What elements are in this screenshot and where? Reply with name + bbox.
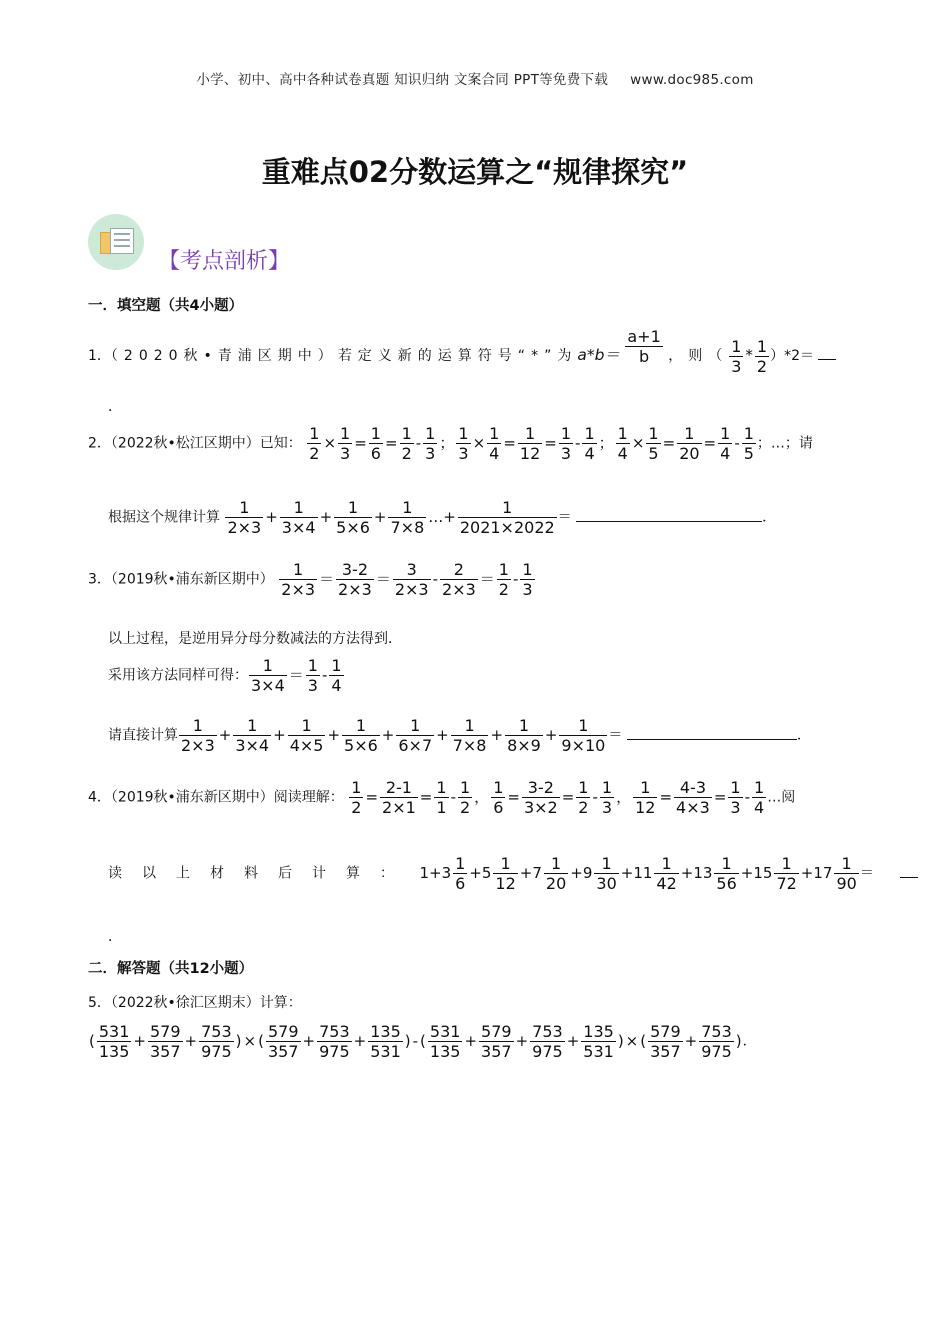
fraction: $\frac{579}{357}$ [650, 1022, 681, 1061]
operator: - [415, 433, 422, 452]
operator: +11 [620, 863, 653, 882]
q3-text-a: 以上过程，是逆用异分母分数减法的方法得到． [108, 631, 402, 647]
fraction: $\frac{1}{72}$ [776, 854, 797, 893]
question-3: 3．（2019秋•浦东新区期中） $\frac{1}{2\times 3}$ ＝ $\frac{3-2}{2\times 3}$ ＝ $\frac{3}{2\times 3}$ - $\frac{2}{2\times 3}$ ＝ $\frac{1}{2}$ - $\frac{1}{3}$ [88, 560, 533, 599]
section-solve: 二．解答题（共12小题） [88, 961, 254, 977]
fraction: $\frac{1}{4}$ [584, 424, 595, 463]
fraction: $\frac{531}{135}$ [429, 1022, 461, 1061]
operator: = [354, 433, 367, 452]
fraction: $\frac{135}{531}$ [370, 1022, 401, 1061]
operator: - [450, 787, 456, 806]
q3-line-c: 请直接计算 $\frac{1}{2\times 3}$ + $\frac{1}{3\times 4}$ + $\frac{1}{4\times 5}$ + $\frac{1}{5\times 6}$ + $\frac{1}{6\times 7}$ + $\frac{1}{7\times 8}$ + $\frac{1}{8\times 9}$ + $\frac{1}{9\times 10}$ ＝ ． [108, 716, 811, 755]
operator: +7 [519, 863, 542, 882]
fraction: $\frac{2}{2\times 3}$ [442, 560, 476, 599]
operator: = [507, 787, 520, 806]
operator: = [713, 787, 727, 806]
operator: = [419, 787, 433, 806]
operator: ( [258, 1031, 264, 1050]
operator: + [684, 1031, 698, 1050]
fraction: $\frac{1}{4}$ [720, 424, 731, 463]
fraction: $\frac{1}{4}$ [754, 778, 765, 817]
fraction: $\frac{1}{1}$ [436, 778, 447, 817]
operator: ( [640, 1031, 647, 1050]
fraction: $\frac{1}{3}$ [458, 424, 469, 463]
fraction: $\frac{2-1}{2\times 1}$ [382, 778, 416, 817]
fraction: $\frac{1}{12}$ [635, 778, 656, 817]
answer-blank-1[interactable] [818, 359, 836, 360]
operator: + [273, 725, 286, 744]
operator: × [323, 433, 337, 452]
fraction: $\frac{1}{4}$ [617, 424, 628, 463]
operator: +5 [469, 863, 492, 882]
operator: ＝ [288, 665, 304, 684]
fraction: $\frac{1}{7\times 8}$ [390, 498, 425, 537]
fraction: $\frac{3-2}{3\times 2}$ [523, 778, 558, 817]
operator: + [490, 725, 504, 744]
question-2: 2．（2022秋•松江区期中）已知： $\frac{1}{2}$ × $\frac{1}{3}$ = $\frac{1}{6}$ = $\frac{1}{2}$ - $\frac{1}{3}$ ； $\frac{1}{3}$ × $\frac{1}{4}$ = $\frac{1}{12}$ = $\frac{1}{3}$ - $\frac{1}{4}$ ； $\frac{1}{4}$ × $\frac{1}{5}$ = $\frac{1}{20}$ = $\frac{1}{4}$ - $\frac{1}{5}$ ；…；请 [88, 424, 813, 463]
operator: + [464, 1031, 478, 1050]
fraction: $\frac{1}{3}$ [601, 778, 613, 817]
q1-end: ． [108, 399, 122, 415]
operator: +9 [570, 863, 593, 882]
operator: = [561, 787, 575, 806]
operator: 1+3 [419, 863, 452, 882]
fraction: $\frac{753}{975}$ [201, 1022, 232, 1061]
operator: = [384, 433, 398, 452]
fraction: $\frac{1}{5\times 6}$ [344, 716, 378, 755]
fraction: $\frac{1}{12}$ [519, 424, 541, 463]
operator: = [703, 433, 717, 452]
operator: - [575, 433, 581, 452]
fraction: $\frac{135}{531}$ [583, 1022, 614, 1061]
operator: + [327, 725, 341, 744]
fraction: $\frac{1}{3\times 4}$ [235, 716, 270, 755]
fraction: $\frac{1}{42}$ [656, 854, 677, 893]
operator: - [412, 1031, 419, 1050]
operator: ) [404, 1031, 411, 1050]
fraction: $\frac{1}{7\times 8}$ [452, 716, 487, 755]
question-1: 1．（2020秋•青浦区期中）若定义新的运算符号“*”为a*b＝ $\frac{a+1}{b}$ ，则（ $\frac{1}{3}$ * $\frac{1}{2}$ ）*2＝ [88, 327, 836, 376]
operator: - [512, 569, 519, 588]
fraction: $\frac{579}{357}$ [267, 1022, 299, 1061]
fraction: $\frac{1}{3\times 4}$ [251, 656, 285, 695]
fraction: $\frac{1}{90}$ [836, 854, 857, 893]
fraction: $\frac{1}{4}$ [489, 424, 500, 463]
fraction: $\frac{753}{975}$ [532, 1022, 563, 1061]
fraction: $\frac{1}{20}$ [545, 854, 567, 893]
fraction: $\frac{1}{2}$ [459, 778, 471, 817]
page-header [0, 68, 950, 88]
fraction: $\frac{3-2}{2\times 3}$ [338, 560, 372, 599]
operator: = [544, 433, 557, 452]
operator: + [353, 1031, 367, 1050]
operator: × [243, 1031, 257, 1050]
operator: × [631, 433, 645, 452]
operator: + [265, 507, 278, 526]
fraction: $\frac{1}{3}$ [425, 424, 436, 463]
q4-end: ． [108, 929, 122, 945]
fraction: $\frac{1}{2}$ [498, 560, 509, 599]
fraction: $\frac{1}{2\times 3}$ [227, 498, 262, 537]
operator: ； [598, 433, 614, 452]
header-site[interactable]: www.doc985.com [630, 72, 754, 88]
fraction: $\frac{1}{4\times 5}$ [289, 716, 324, 755]
operator: ) [235, 1031, 242, 1050]
fraction: $\frac{1}{3}$ [522, 560, 533, 599]
operator: + [184, 1031, 198, 1050]
operator: × [472, 433, 486, 452]
page-title: 重难点02分数运算之“规律探究” [261, 155, 689, 189]
operator: - [734, 433, 740, 452]
answer-blank-4[interactable] [900, 877, 918, 878]
operator: - [592, 787, 598, 806]
fraction: $\frac{1}{9\times 10}$ [561, 716, 606, 755]
operator: +17 [800, 863, 833, 882]
section-badge: 【考点剖析】 [158, 249, 291, 274]
fraction: $\frac{1}{20}$ [679, 424, 700, 463]
operator: = [365, 787, 379, 806]
operator: = [503, 433, 516, 452]
question-4: 4．（2019秋•浦东新区期中）阅读理解： $\frac{1}{2}$ = $\frac{2-1}{2\times 1}$ = $\frac{1}{1}$ - $\frac{1}{2}$ ， $\frac{1}{6}$ = $\frac{3-2}{3\times 2}$ = $\frac{1}{2}$ - $\frac{1}{3}$ ， $\frac{1}{12}$ = $\frac{4-3}{4\times 3}$ = $\frac{1}{3}$ - $\frac{1}{4}$ …阅 [88, 778, 796, 817]
fraction: $\frac{1}{2\times 3}$ [281, 560, 316, 599]
answer-blank-2[interactable] [576, 521, 762, 522]
fraction: $\frac{4-3}{4\times 3}$ [676, 778, 710, 817]
question-5-expr: ( $\frac{531}{135}$ + $\frac{579}{357}$ + $\frac{753}{975}$ ) × ( $\frac{579}{357}$ + $\frac{753}{975}$ + $\frac{135}{531}$ ) - ( $\frac{531}{135}$ + $\frac{579}{357}$ + $\frac{753}{975}$ + $\frac{135}{531}$ ) × ( $\frac{579}{357}$ + $\frac{753}{975}$ )． [89, 1022, 757, 1061]
fraction: $\frac{753}{975}$ [319, 1022, 350, 1061]
fraction: $\frac{1}{3\times 4}$ [281, 498, 316, 537]
fraction: $\frac{1}{3}$ [307, 656, 318, 695]
fraction: $\frac{1}{5}$ [648, 424, 659, 463]
operator: + [133, 1031, 146, 1050]
fraction: $\frac{579}{357}$ [481, 1022, 512, 1061]
operator: - [744, 787, 750, 806]
fraction: $\frac{531}{135}$ [98, 1022, 130, 1061]
fraction: $\frac{1}{5}$ [743, 424, 754, 463]
fraction: $\frac{1}{2}$ [401, 424, 412, 463]
fraction: $\frac{1}{4}$ [331, 656, 342, 695]
operator: + [515, 1031, 529, 1050]
section-fill-blank: 一．填空题（共4小题） [88, 298, 244, 314]
operator: ＝ [479, 569, 495, 588]
operator: ， [616, 787, 632, 806]
operator: +13 [680, 863, 713, 882]
fraction: $\frac{1}{2}$ [309, 424, 320, 463]
fraction: $\frac{1}{6\times 7}$ [398, 716, 433, 755]
fraction: $\frac{1}{6}$ [455, 854, 466, 893]
fraction: $\frac{1}{3}$ [730, 778, 741, 817]
fraction: $\frac{1}{3}$ [560, 424, 572, 463]
answer-blank-3[interactable] [627, 739, 797, 740]
fraction: $\frac{1}{56}$ [716, 854, 737, 893]
fraction: $\frac{1}{30}$ [596, 854, 617, 893]
operator: + [302, 1031, 316, 1050]
operator: - [432, 569, 439, 588]
operator: + [218, 725, 232, 744]
fraction: $\frac{1}{12}$ [495, 854, 516, 893]
operator: ( [89, 1031, 95, 1050]
operator: ) [617, 1031, 624, 1050]
fraction: $\frac{1}{2}$ [578, 778, 589, 817]
fraction: $\frac{1}{2\times 3}$ [181, 716, 215, 755]
fraction: $\frac{579}{357}$ [149, 1022, 181, 1061]
fraction: $\frac{1}{6}$ [493, 778, 504, 817]
operator: + [319, 507, 333, 526]
operator: + [373, 507, 387, 526]
notebook-icon [88, 214, 144, 270]
fraction: $\frac{3}{2\times 3}$ [394, 560, 429, 599]
question-2-body: 根据这个规律计算 $\frac{1}{2\times 3}$ + $\frac{1}{3\times 4}$ + $\frac{1}{5\times 6}$ + $\frac{1}{7\times 8}$ …+ $\frac{1}{2021\times 2022}$ ＝ ． [108, 498, 777, 537]
fraction: $\frac{1}{3}$ [340, 424, 351, 463]
fraction: $\frac{1}{2}$ [351, 778, 362, 817]
fraction: $\frac{1}{8\times 9}$ [507, 716, 541, 755]
question-5: 5．（2022秋•徐汇区期末）计算： [88, 995, 302, 1011]
operator: + [544, 725, 558, 744]
operator: ； [439, 433, 455, 452]
fraction: $\frac{753}{975}$ [701, 1022, 732, 1061]
operator: + [381, 725, 395, 744]
operator: = [662, 433, 676, 452]
fraction: $\frac{1}{5\times 6}$ [336, 498, 370, 537]
operator: × [625, 1031, 639, 1050]
q3-line-b: 采用该方法同样可得： $\frac{1}{3\times 4}$ ＝ $\frac{1}{3}$ - $\frac{1}{4}$ [108, 656, 342, 695]
operator: ＝ [375, 569, 391, 588]
operator: - [321, 665, 328, 684]
operator: + [436, 725, 449, 744]
operator: = [659, 787, 673, 806]
operator: + [566, 1031, 580, 1050]
operator: ， [474, 787, 490, 806]
operator: ( [420, 1031, 426, 1050]
header-text: 小学、初中、高中各种试卷真题 知识归纳 文案合同 PPT等免费下载 [196, 72, 609, 88]
operator: +15 [740, 863, 773, 882]
fraction: $\frac{1}{6}$ [370, 424, 381, 463]
question-4-body: 读以上材料后计算： 1+3 $\frac{1}{6}$ +5 $\frac{1}{12}$ +7 $\frac{1}{20}$ +9 $\frac{1}{30}$ +11 $\frac{1}{42}$ +13 $\frac{1}{56}$ +15 $\frac{1}{72}$ +17 $\frac{1}{90}$ ＝ [108, 854, 918, 893]
operator: ＝ [319, 569, 335, 588]
operator: ) [735, 1031, 742, 1050]
